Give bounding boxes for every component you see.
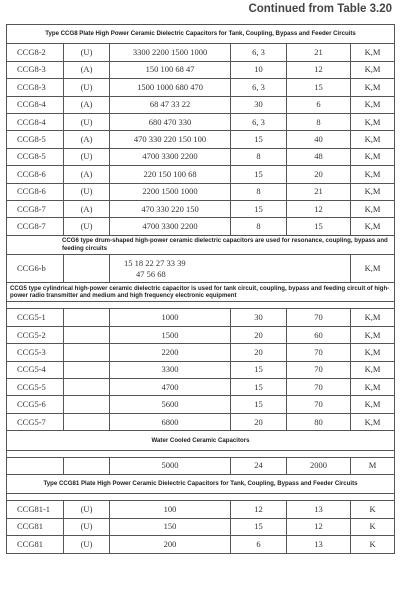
power-cell: 15 (287, 79, 351, 96)
power-cell: 8 (287, 113, 351, 130)
tolerance-cell: K,M (351, 218, 395, 235)
table-row (7, 131, 395, 148)
tolerance-cell: M (351, 457, 395, 474)
model-cell: CCG6-b (7, 255, 64, 283)
voltage-cell: 8 (231, 148, 287, 165)
capacitance-cell: 6800 (110, 413, 231, 430)
voltage-cell: 15 (231, 361, 287, 378)
model-cell: CCG8-7 (7, 218, 64, 235)
section-title-row (7, 235, 395, 254)
table-row (7, 218, 395, 235)
tolerance-cell: K,M (351, 344, 395, 361)
type-cell: (U) (64, 44, 110, 61)
tolerance-cell: K,M (351, 113, 395, 130)
type-cell (64, 413, 110, 430)
type-cell: (U) (64, 218, 110, 235)
tolerance-cell: K,M (351, 413, 395, 430)
capacitance-cell: 4700 3300 2200 (110, 148, 231, 165)
voltage-cell: 20 (231, 326, 287, 343)
type-cell: (A) (64, 166, 110, 183)
table-row (7, 61, 395, 78)
power-cell: 70 (287, 379, 351, 396)
type-cell: (U) (64, 518, 110, 535)
power-cell: 70 (287, 344, 351, 361)
capacitance-cell: 220 150 100 68 (110, 166, 231, 183)
capacitance-cell: 150 (110, 518, 231, 535)
power-cell: 12 (287, 518, 351, 535)
table-row (7, 344, 395, 361)
tolerance-cell: K,M (351, 183, 395, 200)
spacer-cell (7, 450, 395, 457)
tolerance-cell: K,M (351, 255, 395, 283)
type-cell (64, 309, 110, 326)
capacitance-line-2: 47 56 68 (136, 268, 166, 279)
model-cell: CCG8-4 (7, 113, 64, 130)
section-title-row (7, 25, 395, 44)
section-title-row (7, 283, 395, 302)
model-cell: CCG5-3 (7, 344, 64, 361)
spacer-row (7, 450, 395, 457)
tolerance-cell: K,M (351, 200, 395, 217)
power-cell: 21 (287, 44, 351, 61)
voltage-cell: 15 (231, 131, 287, 148)
section-title: Type CCG8 Plate High Power Ceramic Dielectric Capacitors for Tank, Coupling, Bypass and Feeder Circuits (7, 25, 395, 44)
capacitance-line-1: 15 18 22 27 33 39 (124, 257, 186, 268)
section-title: Water Cooled Ceramic Capacitors (7, 431, 395, 450)
type-cell: (A) (64, 96, 110, 113)
capacitance-cell: 470 330 220 150 (110, 200, 231, 217)
model-cell: CCG5-5 (7, 379, 64, 396)
voltage-cell: 15 (231, 518, 287, 535)
capacitance-cell: 200 (110, 536, 231, 553)
voltage-cell: 8 (231, 183, 287, 200)
table-row (7, 518, 395, 535)
power-cell: 13 (287, 501, 351, 518)
table-row (7, 255, 395, 283)
model-cell: CCG81 (7, 536, 64, 553)
tolerance-cell: K (351, 536, 395, 553)
tolerance-cell: K,M (351, 379, 395, 396)
voltage-cell: 10 (231, 61, 287, 78)
type-cell (64, 344, 110, 361)
table-row (7, 361, 395, 378)
type-cell: (U) (64, 536, 110, 553)
type-cell (64, 379, 110, 396)
power-cell: 15 (287, 218, 351, 235)
power-cell: 40 (287, 131, 351, 148)
model-cell: CCG8-5 (7, 148, 64, 165)
power-cell: 12 (287, 61, 351, 78)
capacitance-cell (110, 255, 351, 283)
table-row (7, 44, 395, 61)
power-cell: 12 (287, 200, 351, 217)
capacitance-cell: 4700 (110, 379, 231, 396)
voltage-cell: 6, 3 (231, 113, 287, 130)
table-row (7, 96, 395, 113)
model-cell: CCG5-6 (7, 396, 64, 413)
voltage-cell: 24 (231, 457, 287, 474)
type-cell: (U) (64, 113, 110, 130)
model-cell: CCG8-3 (7, 61, 64, 78)
capacitance-cell: 3300 2200 1500 1000 (110, 44, 231, 61)
type-cell: (U) (64, 501, 110, 518)
type-cell: (A) (64, 131, 110, 148)
model-cell: CCG8-4 (7, 96, 64, 113)
tolerance-cell: K (351, 501, 395, 518)
spacer-row (7, 494, 395, 501)
model-cell: CCG8-2 (7, 44, 64, 61)
power-cell: 48 (287, 148, 351, 165)
model-cell: CCG5-2 (7, 326, 64, 343)
model-cell: CCG8-6 (7, 183, 64, 200)
table-row (7, 326, 395, 343)
table-row (7, 79, 395, 96)
model-cell: CCG8-5 (7, 131, 64, 148)
capacitor-table (6, 24, 395, 554)
power-cell: 2000 (287, 457, 351, 474)
tolerance-cell: K,M (351, 148, 395, 165)
capacitance-cell: 150 100 68 47 (110, 61, 231, 78)
power-cell: 80 (287, 413, 351, 430)
capacitance-cell: 100 (110, 501, 231, 518)
voltage-cell: 15 (231, 200, 287, 217)
type-cell (64, 396, 110, 413)
voltage-cell: 15 (231, 166, 287, 183)
capacitance-cell: 1000 (110, 309, 231, 326)
power-cell: 70 (287, 396, 351, 413)
model-cell: CCG81-1 (7, 501, 64, 518)
voltage-cell: 30 (231, 309, 287, 326)
tolerance-cell: K,M (351, 61, 395, 78)
voltage-cell: 6 (231, 536, 287, 553)
tolerance-cell: K,M (351, 326, 395, 343)
spacer-cell (7, 302, 395, 309)
capacitance-cell: 680 470 330 (110, 113, 231, 130)
section-title-row (7, 431, 395, 450)
capacitance-cell: 1500 (110, 326, 231, 343)
type-cell: (U) (64, 79, 110, 96)
section-title: Type CCG81 Plate High Power Ceramic Dielectric Capacitors for Tank, Coupling, Bypass and Feeder Circuits (7, 474, 395, 493)
type-cell (64, 457, 110, 474)
power-cell: 70 (287, 361, 351, 378)
continued-header: Continued from Table 3.20 (248, 3, 392, 15)
voltage-cell: 15 (231, 379, 287, 396)
section-title: CCG5 type cylindrical high-power ceramic dielectric capacitor is used for tank circuit, coupling, bypass and feeding circuit of high-power radio transmitter and medium and high frequency electronic equipment (7, 283, 395, 302)
voltage-cell: 6, 3 (231, 79, 287, 96)
power-cell: 6 (287, 96, 351, 113)
capacitance-cell: 4700 3300 2200 (110, 218, 231, 235)
capacitance-cell: 5600 (110, 396, 231, 413)
model-cell: CCG8-7 (7, 200, 64, 217)
voltage-cell: 30 (231, 96, 287, 113)
model-cell: CCG5-4 (7, 361, 64, 378)
table-row (7, 309, 395, 326)
model-cell (7, 457, 64, 474)
power-cell: 70 (287, 309, 351, 326)
voltage-cell: 20 (231, 344, 287, 361)
voltage-cell: 12 (231, 501, 287, 518)
capacitance-cell: 2200 (110, 344, 231, 361)
spacer-cell (7, 494, 395, 501)
tolerance-cell: K,M (351, 361, 395, 378)
table-row (7, 113, 395, 130)
tolerance-cell: K (351, 518, 395, 535)
type-cell: (A) (64, 200, 110, 217)
tolerance-cell: K,M (351, 131, 395, 148)
voltage-cell: 6, 3 (231, 44, 287, 61)
tolerance-cell: K,M (351, 79, 395, 96)
spacer-row (7, 302, 395, 309)
power-cell: 20 (287, 166, 351, 183)
capacitance-cell: 68 47 33 22 (110, 96, 231, 113)
type-cell: (U) (64, 148, 110, 165)
model-cell: CCG8-3 (7, 79, 64, 96)
capacitance-cell: 3300 (110, 361, 231, 378)
type-cell (64, 326, 110, 343)
table-row (7, 148, 395, 165)
table-row (7, 183, 395, 200)
model-cell: CCG81 (7, 518, 64, 535)
type-cell (64, 255, 110, 283)
capacitance-cell: 470 330 220 150 100 (110, 131, 231, 148)
section-title: CCG6 type drum-shaped high-power ceramic dielectric capacitors are used for resonance, coupling, bypass and feeding circuits (7, 235, 395, 254)
voltage-cell: 8 (231, 218, 287, 235)
power-cell: 13 (287, 536, 351, 553)
model-cell: CCG8-6 (7, 166, 64, 183)
tolerance-cell: K,M (351, 166, 395, 183)
voltage-cell: 20 (231, 413, 287, 430)
section-title-row (7, 474, 395, 493)
power-cell: 21 (287, 183, 351, 200)
table-row (7, 379, 395, 396)
model-cell: CCG5-7 (7, 413, 64, 430)
tolerance-cell: K,M (351, 44, 395, 61)
type-cell: (A) (64, 61, 110, 78)
table-row (7, 501, 395, 518)
type-cell: (U) (64, 183, 110, 200)
model-cell: CCG5-1 (7, 309, 64, 326)
tolerance-cell: K,M (351, 96, 395, 113)
capacitance-cell: 2200 1500 1000 (110, 183, 231, 200)
table-row (7, 166, 395, 183)
table-row (7, 396, 395, 413)
tolerance-cell: K,M (351, 309, 395, 326)
voltage-cell: 15 (231, 396, 287, 413)
tolerance-cell: K,M (351, 396, 395, 413)
table-row (7, 457, 395, 474)
type-cell (64, 361, 110, 378)
table-row (7, 200, 395, 217)
power-cell: 60 (287, 326, 351, 343)
capacitance-cell: 1500 1000 680 470 (110, 79, 231, 96)
capacitance-cell: 5000 (110, 457, 231, 474)
table-row (7, 536, 395, 553)
table-row (7, 413, 395, 430)
